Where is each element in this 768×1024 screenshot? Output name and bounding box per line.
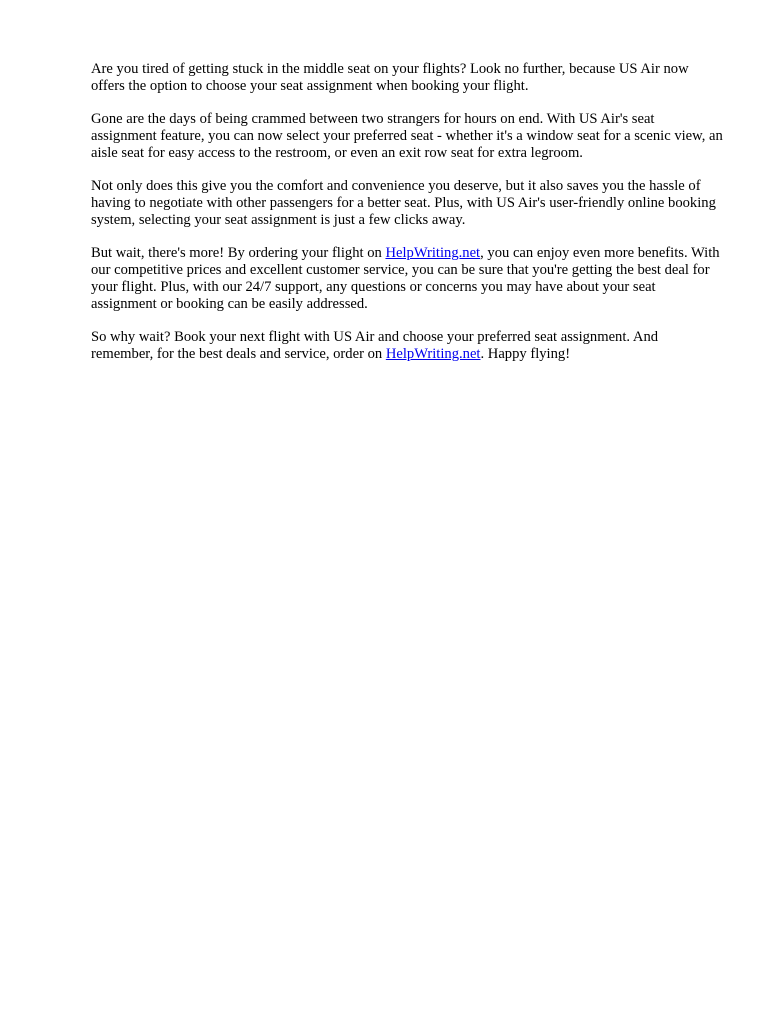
paragraph-text: But wait, there's more! By ordering your flight on	[91, 245, 386, 261]
paragraph-text: So why wait? Book your next flight with US Air and choose your preferred seat assignment. And remember, for the best deals and service, order on	[91, 329, 659, 362]
paragraph-seat-feature: Gone are the days of being crammed between two strangers for hours on end. With US Air's seat assignment feature, you can now select your preferred seat - whether it's a window seat for a scenic view, an aisle seat for easy access to the restroom, or even an exit row seat for extra legroom.	[91, 111, 723, 161]
paragraph-helpwriting-benefits	[91, 245, 723, 313]
helpwriting-link[interactable]: HelpWriting.net	[385, 245, 481, 261]
helpwriting-link[interactable]: HelpWriting.net	[385, 346, 481, 362]
paragraph-text: , you can enjoy even more benefits. With our competitive prices and excellent customer service, you can be sure that you're getting the best deal for your flight. Plus, with our 24/7 support, any questions or concerns you may have about your seat assignment or booking can be easily addressed.	[91, 245, 720, 312]
paragraph-closing	[91, 329, 723, 363]
paragraph-text: . Happy flying!	[480, 346, 571, 362]
paragraph-comfort: Not only does this give you the comfort and convenience you deserve, but it also saves you the hassle of having to negotiate with other passengers for a better seat. Plus, with US Air's user-friendly online booking system, selecting your seat assignment is just a few clicks away.	[91, 178, 716, 228]
document-body	[91, 61, 723, 379]
paragraph-intro: Are you tired of getting stuck in the middle seat on your flights? Look no further, because US Air now offers the option to choose your seat assignment when booking your flight.	[91, 61, 689, 94]
